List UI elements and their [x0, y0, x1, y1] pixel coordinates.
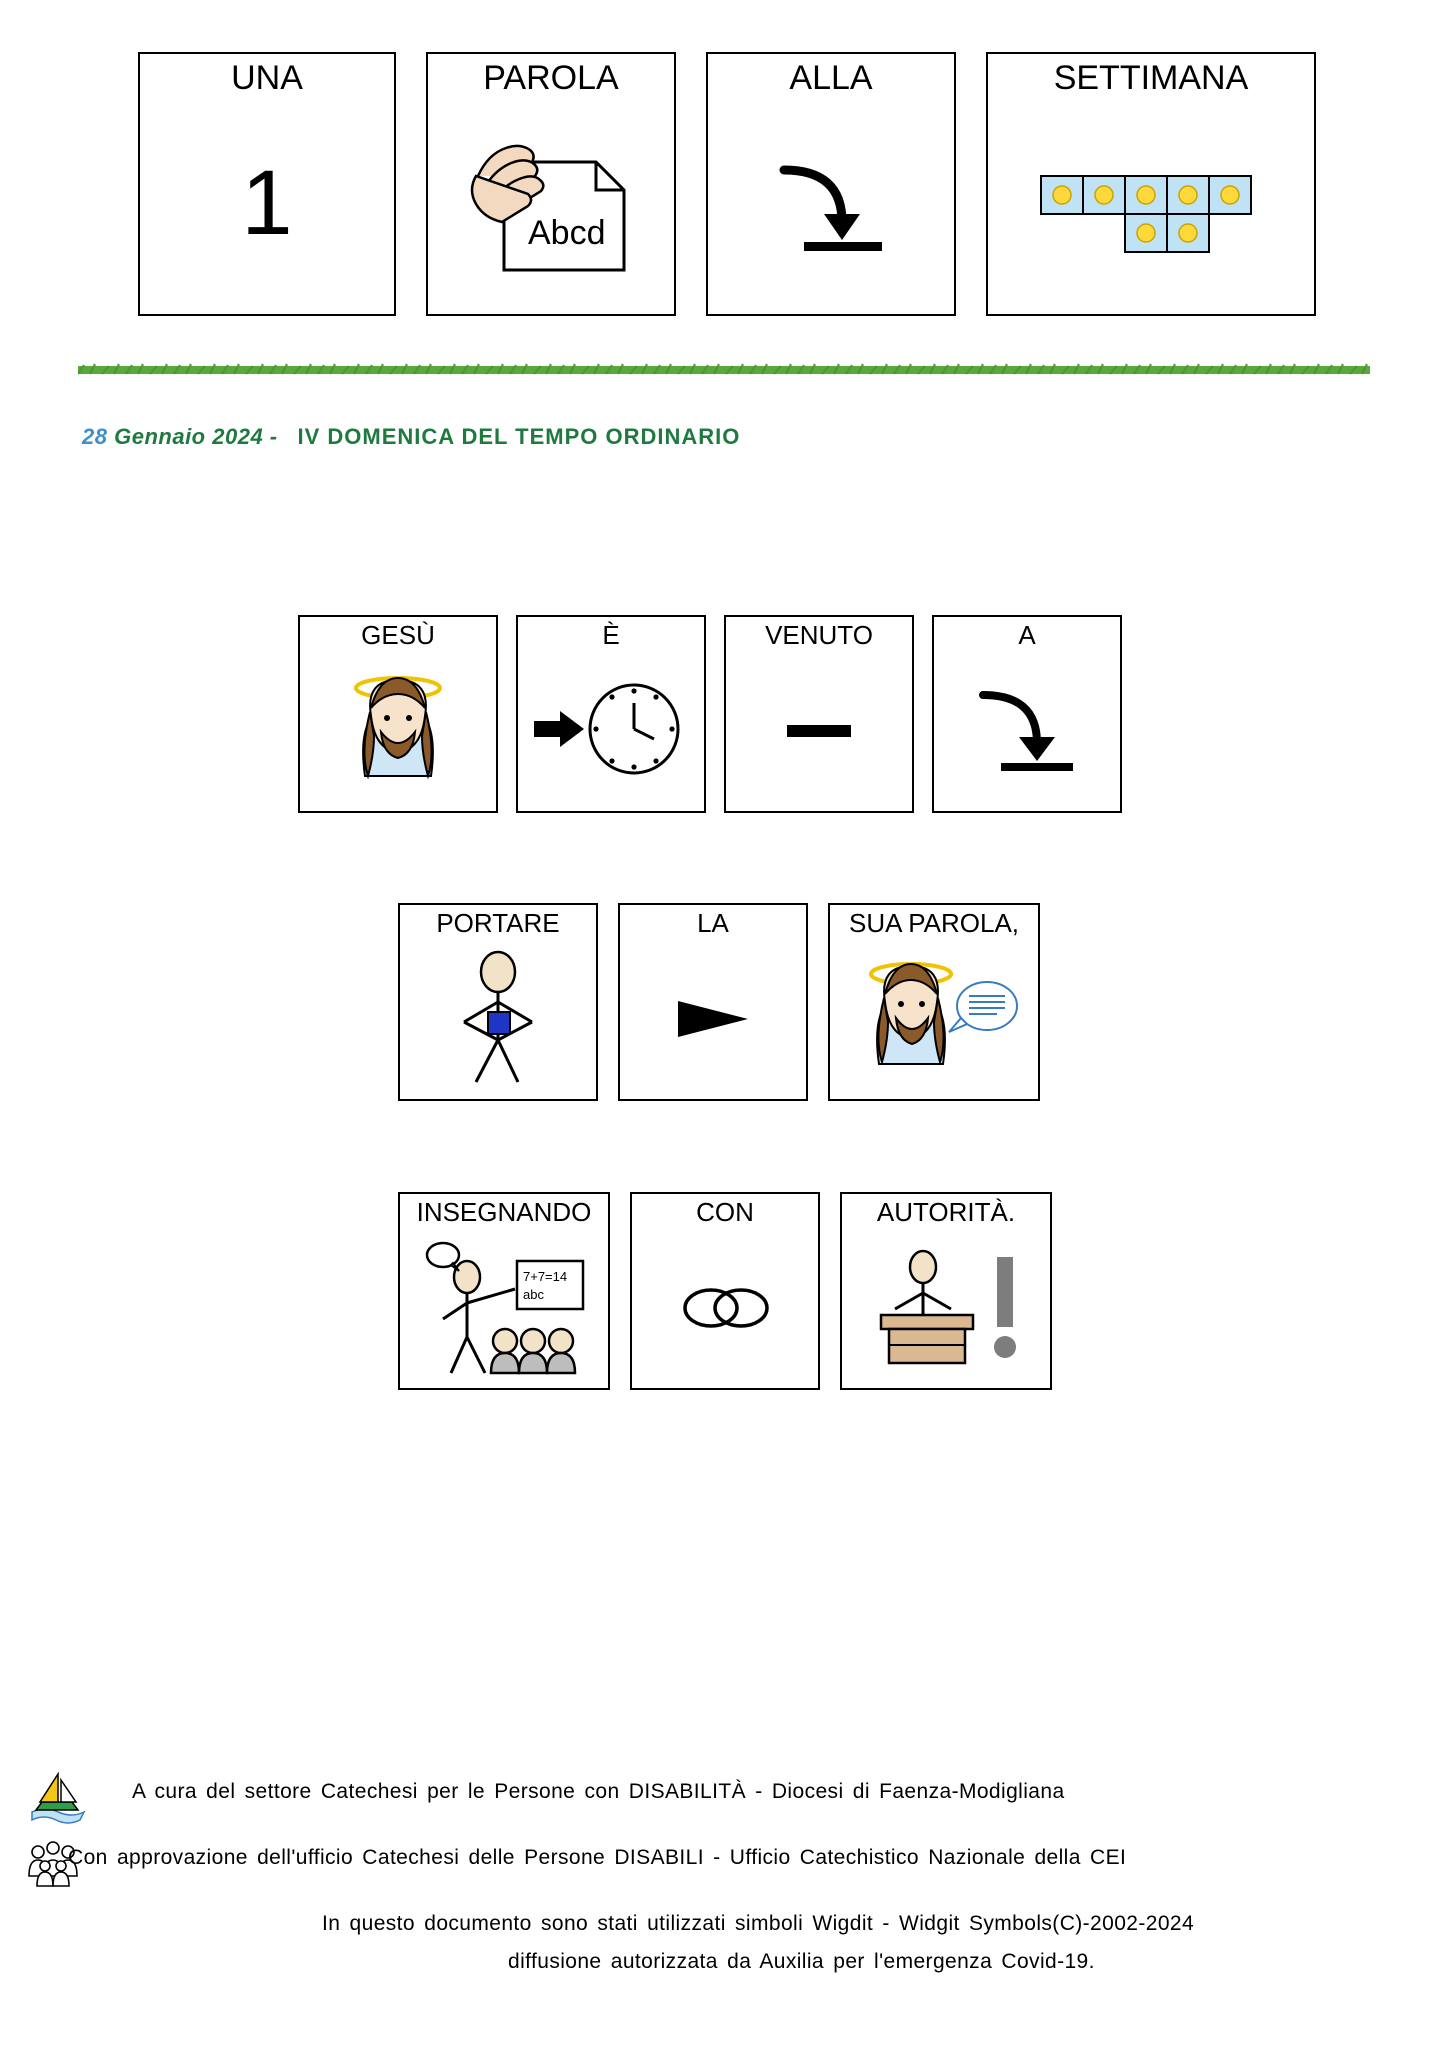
numeral-one-text: 1 — [241, 151, 293, 254]
sentence-row-2 — [398, 903, 1040, 1101]
symbol-card-portare-label: PORTARE — [436, 908, 560, 938]
symbol-card-e-label: È — [602, 620, 620, 650]
date-line — [82, 424, 740, 450]
abcd-text: Abcd — [528, 213, 606, 252]
symbol-card-e — [516, 615, 706, 813]
arrow-down-hook-symbol — [934, 651, 1120, 811]
footer-line-3: In questo documento sono stati utilizzati simboli Wigdit - Widgit Symbols(C)-2002-2024 — [322, 1912, 1195, 1935]
symbol-card-alla — [706, 52, 956, 316]
symbol-card-la-label: LA — [697, 908, 729, 938]
symbol-card-gesu — [298, 615, 498, 813]
clock-arrow-left-symbol — [518, 651, 704, 811]
symbol-card-venuto-label: VENUTO — [765, 620, 873, 650]
symbol-card-settimana — [986, 52, 1316, 316]
footer-line-1: A cura del settore Catechesi per le Persone con DISABILITÀ - Diocesi di Faenza-Modigliana — [132, 1780, 1065, 1803]
symbol-card-portare — [398, 903, 598, 1101]
numeral-one-symbol — [140, 99, 394, 314]
symbol-card-parola-label: PAROLA — [483, 59, 619, 97]
sentence-row-3 — [398, 1192, 1052, 1390]
symbol-card-a — [932, 615, 1122, 813]
svg-text:abc: abc — [523, 1286, 544, 1302]
two-linked-rings-symbol — [632, 1228, 818, 1388]
sentence-row-1 — [298, 615, 1122, 813]
hand-writing-abcd-symbol — [428, 99, 674, 314]
jesus-speech-bubble-symbol — [830, 939, 1038, 1099]
symbol-card-la — [618, 903, 808, 1101]
symbol-card-una-label: UNA — [231, 59, 303, 97]
week-calendar-days-symbol — [988, 99, 1314, 314]
header-symbol-row — [138, 52, 1316, 316]
symbol-card-insegnando — [398, 1192, 610, 1390]
minus-dash-symbol — [726, 651, 912, 811]
jesus-face-symbol — [300, 651, 496, 811]
symbol-card-una — [138, 52, 396, 316]
symbol-card-sua-parola — [828, 903, 1040, 1101]
footer-line-4: diffusione autorizzata da Auxilia per l'emergenza Covid-19. — [508, 1950, 1095, 1973]
symbol-card-parola — [426, 52, 676, 316]
symbol-card-settimana-label: SETTIMANA — [1053, 59, 1249, 97]
symbol-card-sua-parola-label: SUA PAROLA, — [848, 908, 1020, 938]
symbol-card-gesu-label: GESÙ — [361, 620, 435, 650]
footer-line-2: Con approvazione dell'ufficio Catechesi delle Persone DISABILI - Ufficio Catechistico Nazionale della CEI — [68, 1846, 1127, 1869]
person-carrying-box-symbol — [400, 939, 596, 1099]
symbol-card-autorita-label: AUTORITÀ. — [876, 1197, 1016, 1227]
symbol-card-alla-label: ALLA — [789, 59, 873, 97]
svg-text:7+7=14: 7+7=14 — [523, 1268, 568, 1284]
arrow-down-hook-symbol — [708, 99, 954, 314]
triangle-right-symbol — [620, 939, 806, 1099]
teacher-blackboard-class-symbol — [400, 1228, 608, 1388]
green-grass-divider — [78, 362, 1370, 378]
symbol-card-insegnando-label: INSEGNANDO — [416, 1197, 592, 1227]
date-day: 28 — [82, 424, 108, 449]
sailboat-icon — [28, 1768, 86, 1826]
symbol-card-con — [630, 1192, 820, 1390]
symbol-card-a-label: A — [1018, 620, 1036, 650]
symbol-card-con-label: CON — [696, 1197, 754, 1227]
date-month-year: Gennaio 2024 - — [114, 424, 278, 449]
symbol-card-autorita — [840, 1192, 1052, 1390]
date-feast-name: IV DOMENICA DEL TEMPO ORDINARIO — [297, 424, 741, 449]
person-at-desk-exclamation-symbol — [842, 1228, 1050, 1388]
symbol-card-venuto — [724, 615, 914, 813]
